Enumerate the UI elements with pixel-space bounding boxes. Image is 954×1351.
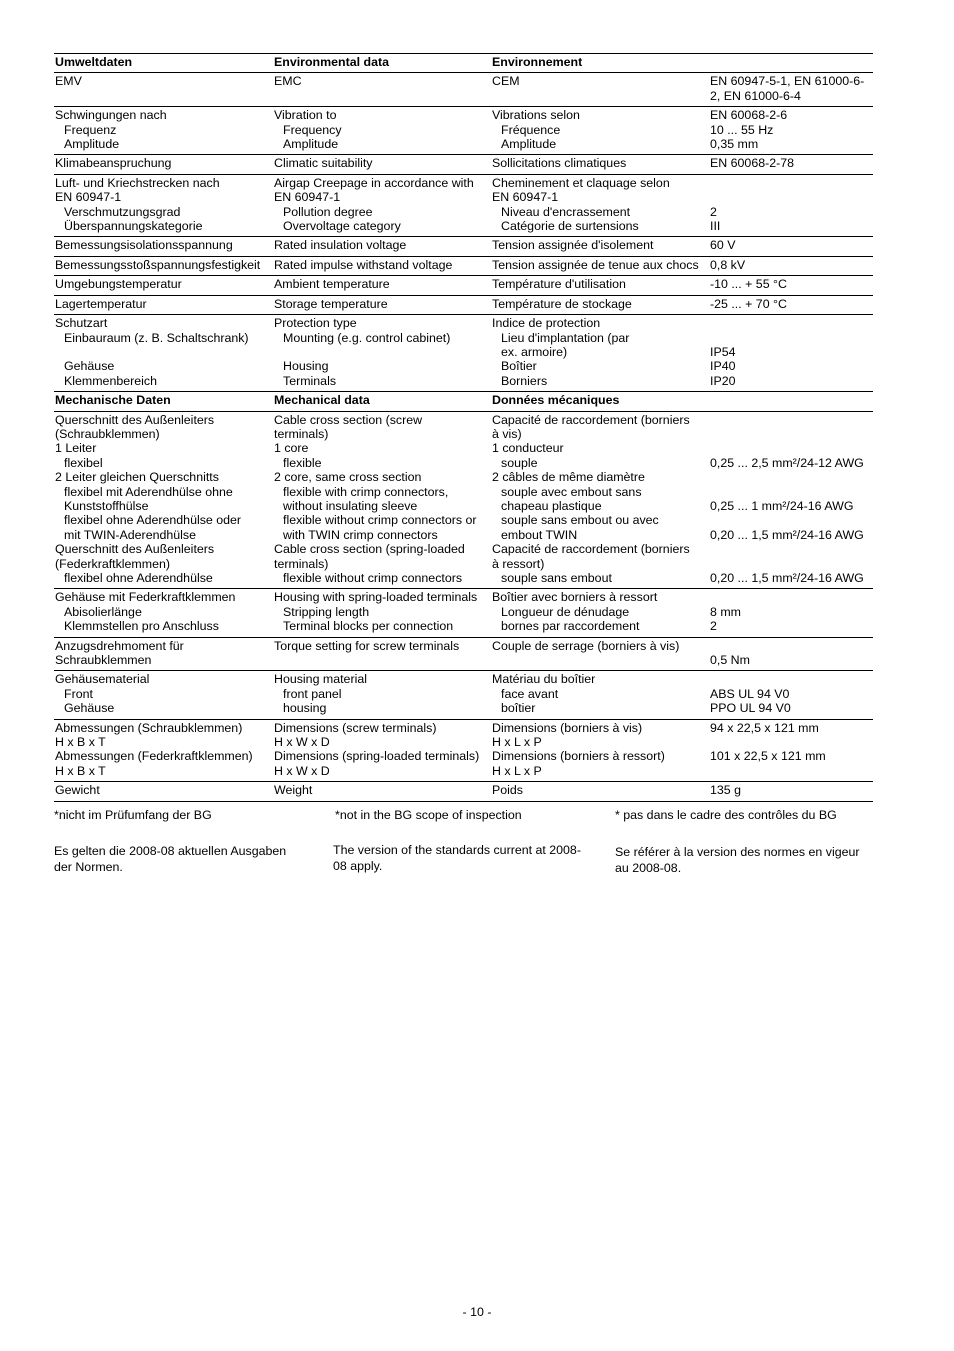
cell-line: souple sans embout ou avec: [501, 513, 659, 528]
cell-line: EN 60068-2-78: [710, 156, 795, 171]
cell-line: Capacité de raccordement (borniers: [492, 542, 690, 557]
cell-line: Abmessungen (Federkraftklemmen): [55, 749, 253, 764]
cell-value: [709, 256, 873, 275]
footnote-scope-en: *not in the BG scope of inspection: [335, 808, 522, 822]
table-row: [54, 276, 873, 295]
cell-line: Verschmutzungsgrad: [64, 204, 181, 219]
cell-line: Klimabeanspruchung: [55, 156, 172, 171]
cell-line: Mechanical data: [274, 393, 370, 408]
cell-line: EN 60947-1: [274, 190, 341, 205]
page-number: - 10 -: [462, 1305, 492, 1319]
cell-line: Matériau du boîtier: [492, 672, 596, 687]
cell-german: [54, 73, 273, 107]
cell-french: [491, 107, 709, 155]
cell-line: 101 x 22,5 x 121 mm: [710, 749, 826, 764]
cell-line: Ambient temperature: [274, 277, 390, 292]
cell-value: [709, 107, 873, 155]
cell-line: Bemessungsisolationsspannung: [55, 238, 233, 253]
cell-line: Dimensions (spring-loaded terminals): [274, 749, 480, 764]
cell-value: [709, 155, 873, 174]
cell-line: Klemmstellen pro Anschluss: [64, 619, 219, 634]
cell-german: [54, 295, 273, 314]
cell-value: [709, 782, 873, 801]
cell-line: Lieu d'implantation (par: [501, 330, 630, 345]
cell-line: Protection type: [274, 316, 357, 331]
cell-value: [709, 671, 873, 719]
cell-line: Cable cross section (spring-loaded: [274, 542, 465, 557]
cell-line: IP40: [710, 359, 736, 374]
cell-line: H x B x T: [55, 763, 106, 778]
cell-line: boîtier: [501, 701, 536, 716]
cell-line: Anzugsdrehmoment für: [55, 638, 184, 653]
cell-german: [54, 671, 273, 719]
cell-line: Weight: [274, 783, 313, 798]
cell-line: à ressort): [492, 556, 545, 571]
cell-french: [491, 411, 709, 589]
cell-french: [491, 719, 709, 782]
cell-line: Gehäuse: [64, 701, 115, 716]
cell-line: [710, 672, 873, 686]
footnote-scope-fr: * pas dans le cadre des contrôles du BG: [615, 808, 837, 822]
cell-french: [491, 589, 709, 637]
cell-line: Cable cross section (screw: [274, 412, 423, 427]
cell-value: [709, 411, 873, 589]
cell-line: Schraubklemmen: [55, 653, 152, 668]
cell-english: [273, 589, 491, 637]
table-row: [54, 719, 873, 782]
cell-english: [273, 237, 491, 256]
cell-line: flexible without crimp connectors or: [283, 513, 477, 528]
cell-value: [709, 276, 873, 295]
cell-line: EMV: [55, 74, 82, 89]
cell-english: [273, 637, 491, 671]
cell-line: [274, 345, 491, 359]
cell-line: H x W x D: [274, 735, 330, 750]
cell-line: Indice de protection: [492, 316, 601, 331]
cell-line: ex. armoire): [501, 344, 568, 359]
cell-line: Storage temperature: [274, 296, 388, 311]
cell-line: souple: [501, 455, 538, 470]
cell-line: Luft- und Kriechstrecken nach: [55, 175, 220, 190]
cell-line: EN 60068-2-6: [710, 108, 788, 123]
cell-line: [710, 55, 873, 69]
cell-line: Frequency: [283, 122, 342, 137]
cell-line: 0,25 ... 1 mm²/24-16 AWG: [710, 498, 854, 513]
cell-line: Poids: [492, 783, 523, 798]
cell-line: EN 60947-1: [55, 190, 122, 205]
cell-line: Umgebungstemperatur: [55, 277, 182, 292]
cell-value: [709, 295, 873, 314]
cell-line: 1 core: [274, 441, 309, 456]
cell-line: H x B x T: [55, 735, 106, 750]
cell-french: [491, 174, 709, 237]
table-row: [54, 637, 873, 671]
cell-english: [273, 782, 491, 801]
cell-line: -25 ... + 70 °C: [710, 296, 787, 311]
cell-line: Couple de serrage (borniers à vis): [492, 638, 680, 653]
cell-line: Tension assignée d'isolement: [492, 238, 654, 253]
cell-line: terminals): [274, 426, 329, 441]
cell-french: [491, 315, 709, 392]
cell-line: chapeau plastique: [501, 498, 602, 513]
cell-line: souple sans embout: [501, 571, 612, 585]
cell-line: H x L x P: [492, 763, 542, 778]
cell-line: Querschnitt des Außenleiters: [55, 542, 215, 557]
cell-line: Capacité de raccordement (borniers: [492, 412, 690, 427]
cell-line: Overvoltage category: [283, 219, 401, 234]
cell-value: [709, 589, 873, 637]
cell-line: [710, 513, 873, 527]
cell-line: Lagertemperatur: [55, 296, 147, 311]
cell-line: Boîtier: [501, 359, 537, 374]
cell-line: with TWIN crimp connectors: [283, 527, 438, 542]
table-row: [54, 589, 873, 637]
cell-line: [710, 413, 873, 427]
cell-line: [710, 764, 873, 778]
cell-line: 2 câbles de même diamètre: [492, 470, 645, 485]
cell-line: Housing with spring-loaded terminals: [274, 590, 478, 605]
cell-line: Einbauraum (z. B. Schaltschrank): [64, 330, 249, 345]
cell-line: [710, 393, 873, 407]
cell-english: [273, 155, 491, 174]
footnote-version-de: Es gelten die 2008-08 aktuellen Ausgaben der Normen.: [54, 844, 287, 874]
table-row: [54, 256, 873, 275]
cell-german: [54, 54, 273, 73]
cell-line: [55, 345, 273, 359]
cell-line: Vibration to: [274, 108, 337, 123]
table-row: [54, 237, 873, 256]
footnote-version-fr: Se référer à la version des normes en vigeur au 2008-08.: [615, 845, 860, 875]
cell-value: [709, 392, 873, 411]
cell-french: [491, 392, 709, 411]
cell-line: Gewicht: [55, 783, 100, 798]
cell-line: Gehäuse: [64, 359, 115, 374]
cell-line: 8 mm: [710, 604, 741, 619]
cell-line: 2 core, same cross section: [274, 470, 422, 485]
cell-line: Front: [64, 686, 93, 701]
cell-value: [709, 237, 873, 256]
table-row: [54, 295, 873, 314]
cell-value: [709, 73, 873, 107]
cell-line: Données mécaniques: [492, 393, 620, 408]
cell-line: mit TWIN-Aderendhülse: [64, 527, 196, 542]
cell-line: Environmental data: [274, 55, 389, 69]
cell-line: flexibel ohne Aderendhülse: [64, 571, 213, 585]
table-row: [54, 107, 873, 155]
footnote-version-en: The version of the standards current at 2008-08 apply.: [333, 843, 581, 873]
cell-line: Abisolierlänge: [64, 604, 142, 619]
cell-line: Torque setting for screw terminals: [274, 638, 460, 653]
cell-line: 2: [710, 204, 717, 219]
cell-line: Tension assignée de tenue aux chocs: [492, 257, 699, 272]
cell-line: IP54: [710, 344, 736, 359]
cell-line: Stripping length: [283, 604, 370, 619]
cell-german: [54, 392, 273, 411]
spec-table-body: [54, 54, 873, 802]
cell-german: [54, 411, 273, 589]
cell-line: Température d'utilisation: [492, 277, 626, 292]
cell-line: Housing: [283, 359, 329, 374]
cell-line: Vibrations selon: [492, 108, 580, 123]
cell-line: housing: [283, 701, 327, 716]
cell-line: Climatic suitability: [274, 156, 373, 171]
cell-english: [273, 295, 491, 314]
cell-line: Kunststoffhülse: [64, 498, 149, 513]
cell-french: [491, 256, 709, 275]
cell-french: [491, 782, 709, 801]
cell-german: [54, 256, 273, 275]
cell-line: EN 60947-5-1, EN 61000-6-: [710, 74, 865, 89]
cell-line: [710, 316, 873, 330]
cell-line: Température de stockage: [492, 296, 632, 311]
cell-line: front panel: [283, 686, 342, 701]
cell-line: 60 V: [710, 238, 736, 253]
cell-line: Dimensions (borniers à ressort): [492, 749, 665, 764]
cell-english: [273, 174, 491, 237]
cell-line: Amplitude: [64, 137, 120, 152]
cell-english: [273, 276, 491, 295]
cell-line: Gehäuse mit Federkraftklemmen: [55, 590, 236, 605]
table-row: [54, 411, 873, 589]
cell-line: [710, 470, 873, 484]
table-row: [54, 671, 873, 719]
cell-line: Borniers: [501, 373, 548, 388]
table-row: [54, 174, 873, 237]
cell-german: [54, 719, 273, 782]
cell-line: [710, 190, 873, 204]
cell-line: [710, 542, 873, 556]
cell-line: flexibel: [64, 455, 103, 470]
cell-line: Housing material: [274, 672, 367, 687]
cell-line: Dimensions (screw terminals): [274, 720, 437, 735]
cell-german: [54, 276, 273, 295]
cell-value: [709, 174, 873, 237]
cell-line: Schwingungen nach: [55, 108, 167, 123]
cell-line: Longueur de dénudage: [501, 604, 630, 619]
cell-line: 0,35 mm: [710, 137, 759, 152]
cell-line: flexible without crimp connectors: [283, 571, 463, 585]
cell-line: without insulating sleeve: [283, 498, 418, 513]
section-header-row: [54, 392, 873, 411]
table-row: [54, 315, 873, 392]
cell-line: Amplitude: [501, 137, 557, 152]
cell-german: [54, 174, 273, 237]
cell-line: Schutzart: [55, 316, 108, 331]
cell-line: PPO UL 94 V0: [710, 701, 791, 716]
cell-value: [709, 719, 873, 782]
cell-line: EN 60947-1: [492, 190, 559, 205]
cell-line: EMC: [274, 74, 302, 89]
cell-line: à vis): [492, 426, 522, 441]
cell-line: Fréquence: [501, 122, 561, 137]
spec-table: [54, 53, 873, 802]
cell-english: [273, 671, 491, 719]
cell-line: [710, 735, 873, 749]
cell-french: [491, 237, 709, 256]
cell-line: Catégorie de surtensions: [501, 219, 639, 234]
cell-line: face avant: [501, 686, 559, 701]
cell-line: Dimensions (borniers à vis): [492, 720, 643, 735]
cell-german: [54, 637, 273, 671]
cell-english: [273, 73, 491, 107]
cell-line: 135 g: [710, 783, 742, 798]
cell-line: bornes par raccordement: [501, 619, 640, 634]
cell-line: Cheminement et claquage selon: [492, 175, 670, 190]
cell-line: Rated insulation voltage: [274, 238, 407, 253]
cell-line: Mounting (e.g. control cabinet): [283, 330, 451, 345]
cell-line: 1 conducteur: [492, 441, 564, 456]
cell-line: H x L x P: [492, 735, 542, 750]
cell-english: [273, 256, 491, 275]
cell-line: [710, 556, 873, 570]
cell-line: -10 ... + 55 °C: [710, 277, 787, 292]
cell-english: [273, 392, 491, 411]
cell-value: [709, 637, 873, 671]
table-row: [54, 782, 873, 801]
cell-line: Airgap Creepage in accordance with: [274, 175, 474, 190]
cell-line: H x W x D: [274, 763, 330, 778]
cell-line: Umweltdaten: [55, 55, 133, 69]
footnote-scope-de: *nicht im Prüfumfang der BG: [54, 808, 212, 822]
cell-value: [709, 315, 873, 392]
cell-french: [491, 155, 709, 174]
cell-french: [491, 73, 709, 107]
cell-line: 0,25 ... 2,5 mm²/24-12 AWG: [710, 455, 864, 470]
cell-french: [491, 295, 709, 314]
cell-line: souple avec embout sans: [501, 484, 642, 499]
cell-line: [710, 639, 873, 653]
cell-line: Pollution degree: [283, 204, 373, 219]
cell-line: [710, 427, 873, 441]
cell-line: 1 Leiter: [55, 441, 97, 456]
table-row: [54, 155, 873, 174]
cell-line: ABS UL 94 V0: [710, 686, 790, 701]
cell-line: Sollicitations climatiques: [492, 156, 627, 171]
cell-line: Terminals: [283, 373, 337, 388]
cell-line: embout TWIN: [501, 527, 578, 542]
table-row: [54, 73, 873, 107]
cell-german: [54, 155, 273, 174]
cell-line: III: [710, 219, 721, 234]
cell-german: [54, 237, 273, 256]
cell-line: [710, 485, 873, 499]
cell-line: Niveau d'encrassement: [501, 204, 631, 219]
cell-line: 2: [710, 619, 717, 634]
cell-french: [491, 671, 709, 719]
cell-line: 10 ... 55 Hz: [710, 122, 774, 137]
cell-line: Abmessungen (Schraubklemmen): [55, 720, 243, 735]
cell-line: Gehäusematerial: [55, 672, 150, 687]
cell-line: Klemmenbereich: [64, 373, 157, 388]
cell-line: Boîtier avec borniers à ressort: [492, 590, 658, 605]
cell-line: 0,20 ... 1,5 mm²/24-16 AWG: [710, 570, 864, 585]
cell-french: [491, 276, 709, 295]
cell-line: [710, 176, 873, 190]
cell-line: terminals): [274, 556, 329, 571]
cell-line: 2, EN 61000-6-4: [710, 88, 801, 103]
cell-line: Überspannungskategorie: [64, 219, 203, 234]
cell-line: Frequenz: [64, 122, 117, 137]
cell-german: [54, 589, 273, 637]
cell-french: [491, 54, 709, 73]
cell-line: flexible with crimp connectors,: [283, 484, 449, 499]
cell-line: Terminal blocks per connection: [283, 619, 454, 634]
cell-line: 0,20 ... 1,5 mm²/24-16 AWG: [710, 527, 864, 542]
cell-line: flexibel mit Aderendhülse ohne: [64, 484, 233, 499]
section-header-row: [54, 54, 873, 73]
cell-line: 0,5 Nm: [710, 653, 750, 668]
cell-line: flexibel ohne Aderendhülse oder: [64, 513, 242, 528]
cell-english: [273, 54, 491, 73]
cell-french: [491, 637, 709, 671]
cell-line: [710, 441, 873, 455]
cell-english: [273, 411, 491, 589]
cell-line: Rated impulse withstand voltage: [274, 257, 453, 272]
cell-value: [709, 54, 873, 73]
cell-line: Querschnitt des Außenleiters: [55, 412, 215, 427]
cell-line: 0,8 kV: [710, 257, 746, 272]
cell-line: Amplitude: [283, 137, 339, 152]
cell-line: [710, 330, 873, 344]
cell-line: IP20: [710, 373, 736, 388]
cell-german: [54, 782, 273, 801]
cell-line: flexible: [283, 455, 322, 470]
cell-line: 2 Leiter gleichen Querschnitts: [55, 470, 219, 485]
cell-english: [273, 315, 491, 392]
cell-line: (Federkraftklemmen): [55, 556, 170, 571]
cell-line: Bemessungsstoßspannungsfestigkeit: [55, 257, 261, 272]
cell-line: (Schraubklemmen): [55, 426, 160, 441]
cell-english: [273, 719, 491, 782]
cell-line: Environnement: [492, 55, 583, 69]
cell-line: CEM: [492, 74, 520, 89]
cell-line: Mechanische Daten: [55, 393, 171, 408]
cell-line: 94 x 22,5 x 121 mm: [710, 720, 819, 735]
cell-line: [710, 590, 873, 604]
cell-german: [54, 107, 273, 155]
cell-german: [54, 315, 273, 392]
cell-english: [273, 107, 491, 155]
